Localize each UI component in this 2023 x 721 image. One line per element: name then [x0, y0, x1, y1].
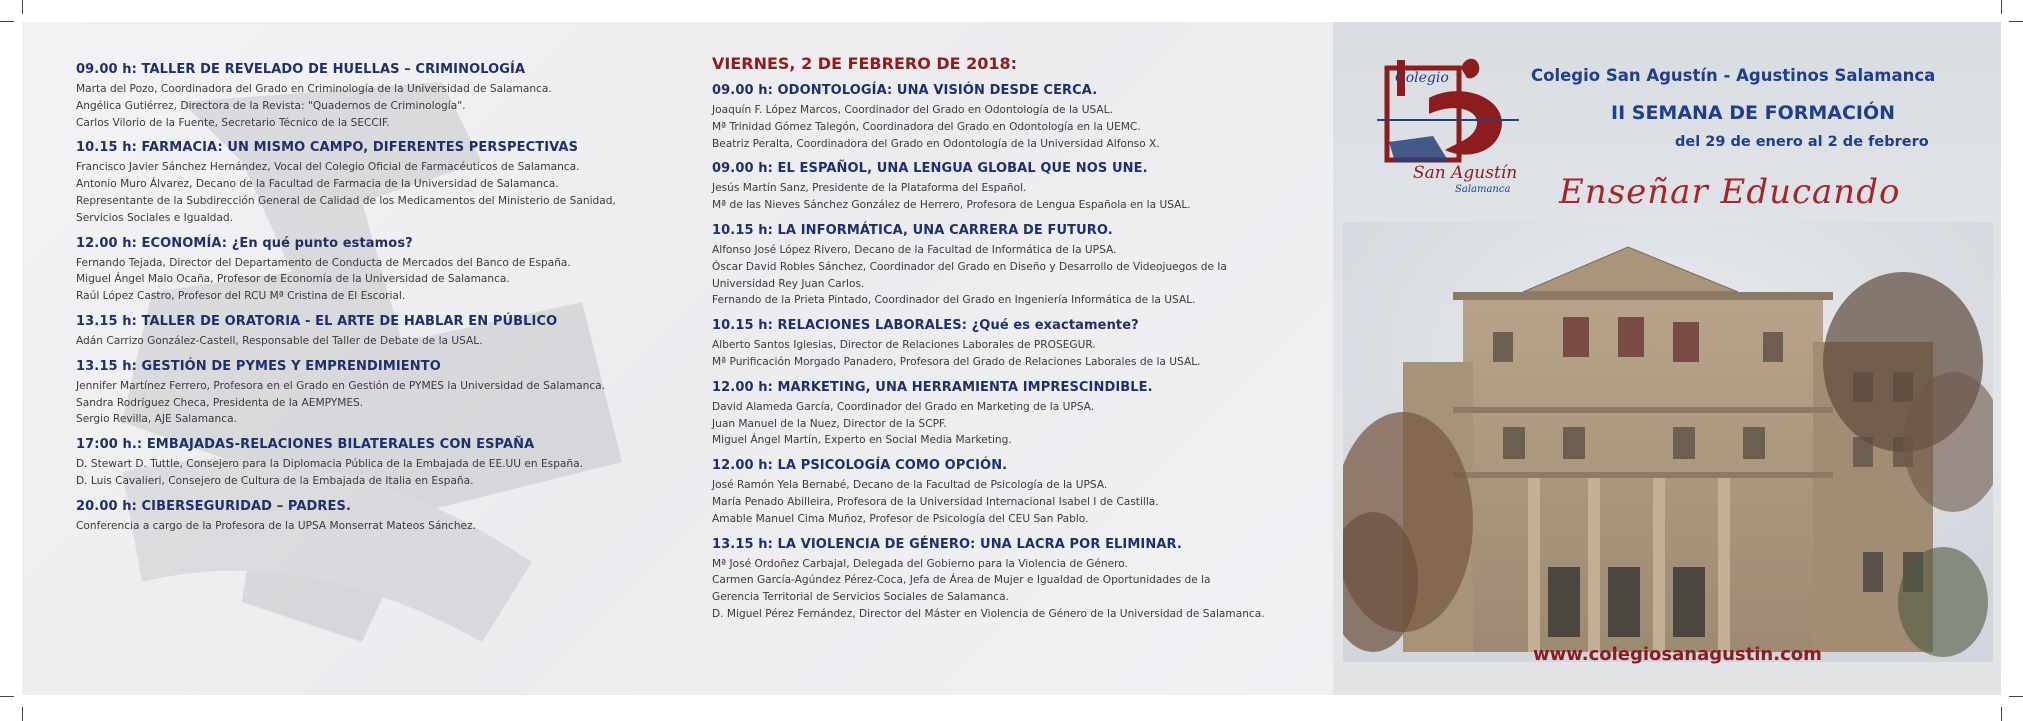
crop-mark: [2001, 0, 2002, 14]
schedule-session: [712, 318, 1352, 371]
speaker-line: Carlos Vilorio de la Fuente, Secretario Técnico de la SECCIF.: [76, 116, 390, 129]
speaker-line: Juan Manuel de la Nuez, Director de la SCPF.: [712, 417, 947, 430]
schedule-session: [76, 62, 696, 131]
event-title: II SEMANA DE FORMACIÓN: [1611, 102, 1896, 124]
brochure-sheet: [22, 22, 2001, 695]
school-logo: [1369, 50, 1529, 200]
crop-mark: [0, 21, 14, 22]
session-title: 12.00 h: MARKETING, UNA HERRAMIENTA IMPRESCINDIBLE.: [712, 379, 1153, 395]
speaker-line: Sandra Rodríguez Checa, Presidenta de la AEMPYMES.: [76, 396, 364, 409]
day-heading: VIERNES, 2 DE FEBRERO DE 2018:: [712, 54, 1018, 73]
session-title: 13.15 h: LA VIOLENCIA DE GÉNERO: UNA LACRA POR ELIMINAR.: [712, 536, 1182, 552]
session-title: 09.00 h: EL ESPAÑOL, UNA LENGUA GLOBAL QUE NOS UNE.: [712, 161, 1148, 177]
speaker-line: D. Stewart D. Tuttle, Consejero para la Diplomacia Pública de la Embajada de EE.UU en España.: [76, 458, 583, 471]
logo-word-top: Colegio: [1395, 70, 1449, 86]
session-title: 10.15 h: LA INFORMÁTICA, UNA CARRERA DE FUTURO.: [712, 222, 1113, 238]
schedule-session: [712, 83, 1352, 152]
speaker-line: Alberto Santos Iglesias, Director de Relaciones Laborales de PROSEGUR.: [712, 339, 1096, 352]
speaker-line: Antonio Muro Álvarez, Decano de la Facultad de Farmacia de la Universidad de Salamanca.: [76, 178, 559, 191]
speaker-line: Fernando Tejada, Director del Departamento de Conducta de Mercados del Banco de España.: [76, 256, 571, 269]
left-column: [76, 62, 696, 544]
session-title: 10.15 h: RELACIONES LABORALES: ¿Qué es exactamente?: [712, 318, 1139, 334]
speaker-line: Gerencia Territorial de Servicios Sociales de Salamanca.: [712, 591, 1009, 604]
schedule-session: [76, 140, 696, 226]
speaker-line: Carmen García-Agúndez Pérez-Coca, Jefa de Área de Mujer e Igualdad de Oportunidades de la: [712, 574, 1211, 587]
schedule-session: [712, 458, 1352, 527]
website-link[interactable]: www.colegiosanagustin.com: [1533, 644, 1822, 665]
speaker-line: Universidad Rey Juan Carlos.: [712, 277, 865, 290]
schedule-session: [712, 161, 1352, 214]
speaker-line: Mª de las Nieves Sánchez González de Herrero, Profesora de Lengua Española en la USAL.: [712, 199, 1191, 212]
speaker-line: Joaquín F. López Marcos, Coordinador del Grado en Odontología de la USAL.: [712, 104, 1113, 116]
schedule-session: [76, 437, 696, 490]
session-title: 12.00 h: ECONOMÍA: ¿En qué punto estamos?: [76, 235, 413, 251]
speaker-line: Sergio Revilla, AJE Salamanca.: [76, 413, 237, 426]
schedule-session: [712, 380, 1352, 449]
speaker-line: Servicios Sociales e Igualdad.: [76, 211, 233, 224]
speaker-line: Óscar David Robles Sánchez, Coordinador del Grado en Diseño y Desarrollo de Videojuegos de la: [712, 260, 1227, 273]
slogan: Enseñar Educando: [1559, 172, 1901, 212]
speaker-line: Alfonso José López Rivero, Decano de la Facultad de Informática de la UPSA.: [712, 243, 1117, 256]
speaker-line: Beatriz Peralta, Coordinadora del Grado en Odontología de la Universidad Alfonso X.: [712, 137, 1160, 150]
schedule-session: [712, 223, 1352, 309]
school-name: Colegio San Agustín - Agustinos Salamanca: [1531, 66, 1936, 85]
speaker-line: Jennifer Martínez Ferrero, Profesora en el Grado en Gestión de PYMES la Universidad de Salamanca.: [76, 379, 605, 392]
event-dates: del 29 de enero al 2 de febrero: [1675, 134, 1929, 150]
speaker-line: Mª Purificación Morgado Panadero, Profesora del Grado de Relaciones Laborales de la USAL.: [712, 355, 1201, 368]
speaker-line: Raúl López Castro, Profesor del RCU Mª Cristina de El Escorial.: [76, 290, 406, 303]
session-title: 10.15 h: FARMACIA: UN MISMO CAMPO, DIFERENTES PERSPECTIVAS: [76, 140, 579, 156]
speaker-line: Adán Carrizo González-Castell, Responsable del Taller de Debate de la USAL.: [76, 334, 483, 347]
crop-mark: [2009, 696, 2023, 697]
session-title: 13.15 h: GESTIÓN DE PYMES Y EMPRENDIMIENTO: [76, 358, 441, 374]
speaker-line: Jesús Martín Sanz, Presidente de la Plataforma del Español.: [712, 182, 1027, 195]
session-title: 17:00 h.: EMBAJADAS-RELACIONES BILATERALES CON ESPAÑA: [76, 437, 535, 453]
crop-mark: [22, 707, 23, 721]
speaker-line: María Penado Abilleira, Profesora de la Universidad Internacional Isabel I de Castilla.: [712, 495, 1159, 508]
speaker-line: D. Miguel Pérez Fernández, Director del Máster en Violencia de Género de la Universidad de Salamanca.: [712, 607, 1265, 620]
schedule-session: [76, 499, 696, 535]
middle-sections: [712, 83, 1352, 623]
session-title: 09.00 h: TALLER DE REVELADO DE HUELLAS – CRIMINOLOGÍA: [76, 62, 526, 77]
speaker-line: Mª Trinidad Gómez Talegón, Coordinadora del Grado en Odontología en la UEMC.: [712, 120, 1141, 133]
logo-city: Salamanca: [1455, 184, 1511, 195]
speaker-line: Conferencia a cargo de la Profesora de la UPSA Monserrat Mateos Sánchez.: [76, 519, 477, 532]
session-title: 13.15 h: TALLER DE ORATORIA - EL ARTE DE HABLAR EN PÚBLICO: [76, 313, 558, 329]
speaker-line: Mª José Ordoñez Carbajal, Delegada del Gobierno para la Violencia de Género.: [712, 557, 1128, 570]
crop-mark: [2009, 21, 2023, 22]
schedule-session: [76, 236, 696, 305]
speaker-line: Amable Manuel Cima Muñoz, Profesor de Psicología del CEU San Pablo.: [712, 512, 1089, 525]
crop-mark: [2001, 707, 2002, 721]
building-illustration: [1343, 222, 1993, 662]
speaker-line: D. Luis Cavalieri, Consejero de Cultura de la Embajada de Italia en España.: [76, 474, 474, 487]
speaker-line: Angélica Gutiérrez, Directora de la Revista: "Quadernos de Criminología".: [76, 99, 466, 112]
schedule-session: [76, 359, 696, 428]
cover-panel: [1333, 22, 2001, 695]
crop-mark: [22, 0, 23, 14]
speaker-line: Fernando de la Prieta Pintado, Coordinador del Grado en Ingeniería Informática de la USAL.: [712, 294, 1196, 307]
crop-mark: [0, 696, 14, 697]
speaker-line: Miguel Ángel Martín, Experto en Social Media Marketing.: [712, 434, 1012, 447]
session-title: 20.00 h: CIBERSEGURIDAD – PADRES.: [76, 498, 351, 514]
schedule-session: [712, 537, 1352, 623]
speaker-line: Francisco Javier Sánchez Hernández, Vocal del Colegio Oficial de Farmacéuticos de Salamanca.: [76, 161, 580, 174]
speaker-line: José Ramón Yela Bernabé, Decano de la Facultad de Psicología de la UPSA.: [712, 479, 1108, 492]
session-title: 09.00 h: ODONTOLOGÍA: UNA VISIÓN DESDE CERCA.: [712, 83, 1098, 98]
speaker-line: Miguel Ángel Malo Ocaña, Profesor de Economía de la Universidad de Salamanca.: [76, 273, 510, 286]
logo-school-name: San Agustín: [1413, 163, 1518, 183]
speaker-line: David Alameda García, Coordinador del Grado en Marketing de la UPSA.: [712, 400, 1095, 413]
middle-column: [712, 54, 1352, 632]
speaker-line: Representante de la Subdirección General de Calidad de los Medicamentos del Ministerio de Sanidad,: [76, 194, 616, 207]
session-title: 12.00 h: LA PSICOLOGÍA COMO OPCIÓN.: [712, 458, 1008, 474]
schedule-session: [76, 314, 696, 350]
speaker-line: Marta del Pozo, Coordinadora del Grado en Criminología de la Universidad de Salamanca.: [76, 83, 552, 95]
